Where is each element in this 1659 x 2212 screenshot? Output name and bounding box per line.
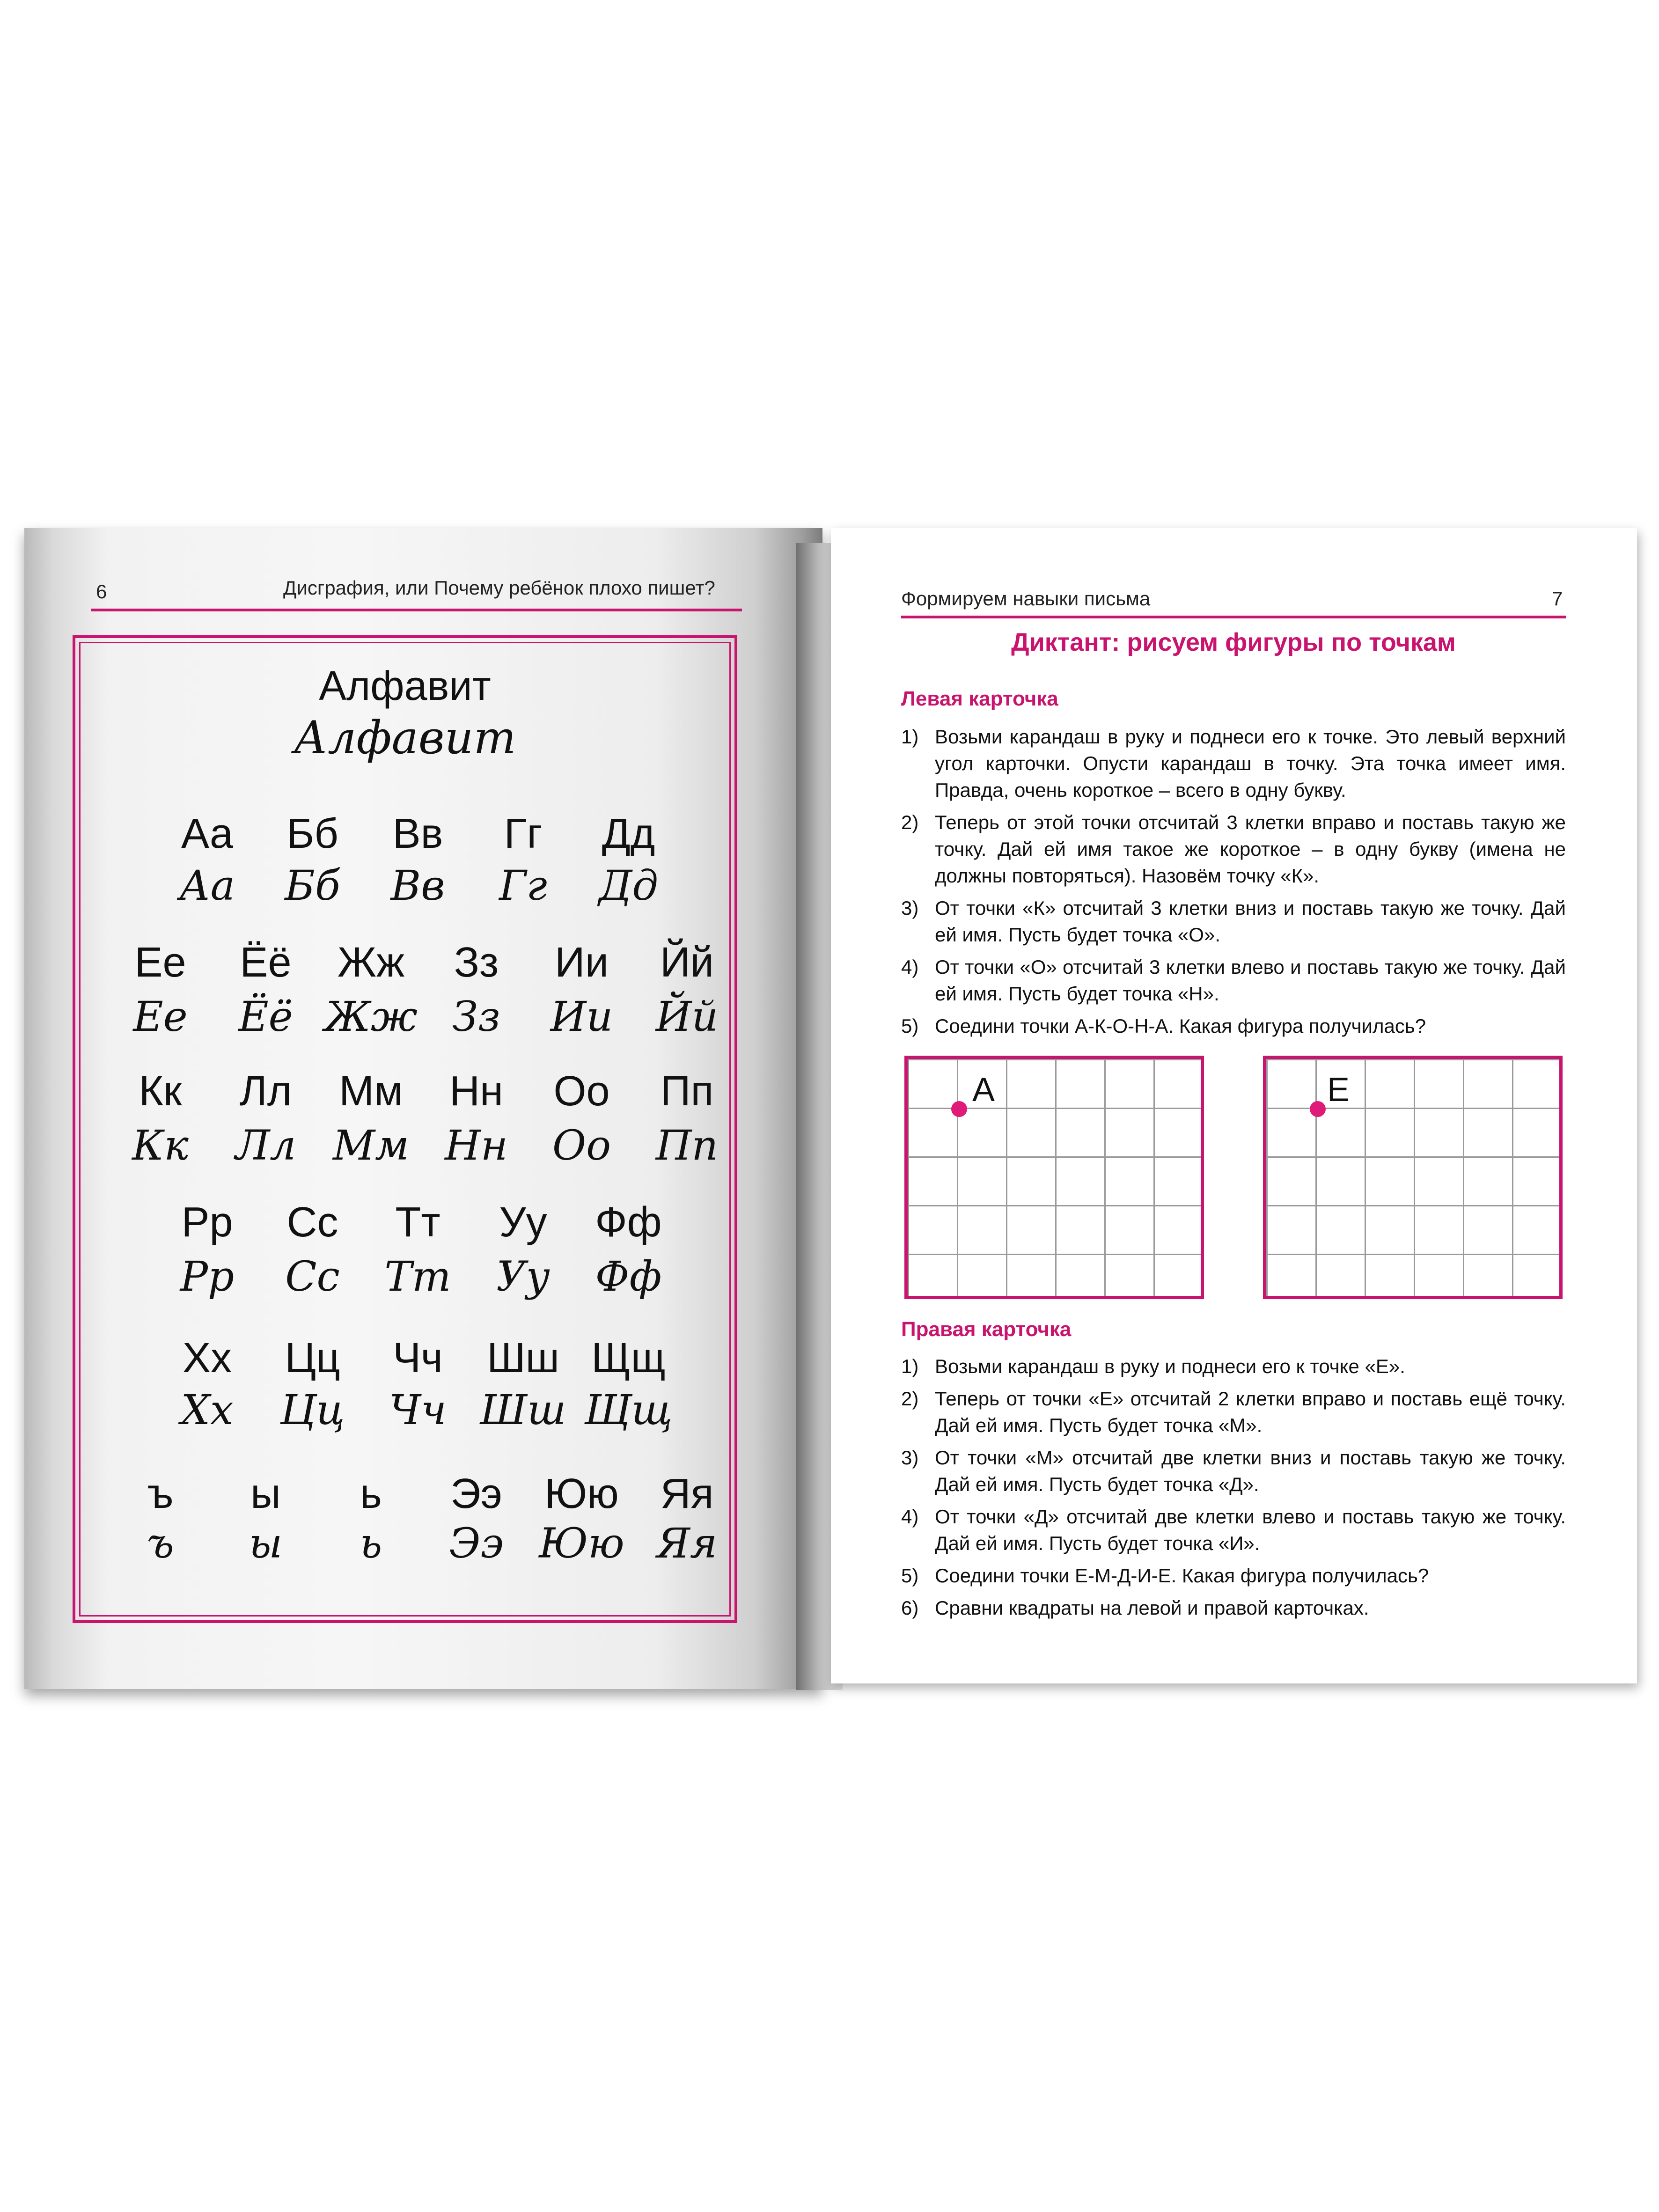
point-dot-e: [1310, 1101, 1326, 1117]
script-letter-pair: Рр: [180, 1252, 235, 1301]
print-letter-pair: Ии: [555, 939, 609, 986]
script-letter-pair: Яя: [656, 1519, 718, 1567]
script-letter-pair: Кк: [132, 1121, 189, 1169]
print-letter-pair: ы: [250, 1470, 281, 1517]
instruction-item: [901, 809, 1566, 889]
script-letter-pair: Нн: [445, 1121, 508, 1169]
print-letter-pair: Щщ: [591, 1335, 666, 1382]
print-letter-pair: Дд: [602, 810, 655, 857]
script-letter-pair: Зз: [452, 992, 500, 1041]
print-letter-pair: ь: [360, 1470, 382, 1517]
instruction-number: 1): [901, 1355, 919, 1377]
print-letter-pair: Ёё: [240, 939, 292, 986]
instruction-item: [901, 895, 1566, 948]
instruction-text: Возьми карандаш в руку и поднеси его к точке «Е».: [935, 1355, 1405, 1377]
script-letter-pair: Фф: [595, 1252, 662, 1301]
script-letter-pair: Вв: [390, 861, 445, 910]
script-letter-row: [154, 1386, 681, 1434]
instruction-number: 3): [901, 1447, 919, 1469]
script-letter-row: [108, 1121, 740, 1169]
print-letter-pair: Оо: [553, 1068, 610, 1115]
script-letter-pair: Ёё: [238, 992, 293, 1041]
instruction-number: 4): [901, 1506, 919, 1528]
instruction-item: [901, 1013, 1566, 1039]
print-letter-row: [154, 1334, 681, 1382]
script-letter-pair: ь: [360, 1519, 382, 1567]
script-letter-row: [154, 861, 681, 910]
print-letter-pair: Хх: [182, 1335, 232, 1382]
left-card-grid: [904, 1056, 1204, 1299]
instruction-number: 5): [901, 1565, 919, 1587]
instruction-text: Теперь от точки «Е» отсчитай 2 клетки вправо и поставь ещё точку. Дай ей имя. Пусть будет точка «М».: [935, 1388, 1566, 1436]
right-header-rule: [901, 616, 1566, 618]
script-letter-pair: Жж: [324, 992, 418, 1041]
print-letter-pair: ъ: [147, 1470, 174, 1517]
print-letter-pair: Ее: [134, 939, 186, 986]
print-letter-pair: Зз: [454, 939, 499, 986]
left-header-title: Дисграфия, или Почему ребёнок плохо пишет?: [283, 577, 715, 599]
script-letter-row: [108, 992, 740, 1041]
left-header-rule: [91, 609, 742, 611]
print-letter-pair: Сс: [286, 1199, 338, 1246]
instruction-text: От точки «К» отсчитай 3 клетки вниз и поставь такую же точку. Дай ей имя. Пусть будет точка «О».: [935, 897, 1566, 946]
instruction-item: [901, 1353, 1566, 1380]
script-letter-pair: Гг: [499, 861, 547, 910]
print-letter-pair: Бб: [286, 810, 338, 857]
print-letter-pair: Лл: [239, 1068, 292, 1115]
alphabet-script-title: Алфавит: [294, 712, 516, 764]
right-card-heading: Правая карточка: [901, 1318, 1072, 1341]
script-letter-pair: Сс: [285, 1252, 340, 1301]
script-letter-pair: Пп: [655, 1121, 719, 1169]
instruction-text: От точки «Д» отсчитай две клетки влево и поставь такую же точку. Дай ей имя. Пусть будет точка «И».: [935, 1506, 1566, 1554]
instruction-number: 4): [901, 956, 919, 978]
print-letter-row: [108, 1470, 740, 1518]
script-letter-pair: Тт: [384, 1252, 451, 1301]
print-letter-pair: Фф: [595, 1199, 662, 1246]
script-letter-pair: Оо: [552, 1121, 611, 1169]
script-letter-pair: Бб: [285, 861, 340, 910]
script-letter-pair: Цц: [280, 1386, 345, 1434]
instruction-text: Соедини точки Е-М-Д-И-Е. Какая фигура получилась?: [935, 1565, 1429, 1587]
print-letter-pair: Аа: [181, 810, 234, 857]
point-dot-a: [951, 1101, 967, 1117]
script-letter-pair: Лл: [235, 1121, 296, 1169]
instruction-number: 6): [901, 1597, 919, 1619]
print-letter-pair: Йй: [660, 939, 714, 986]
dictation-title: Диктант: рисуем фигуры по точкам: [1011, 628, 1456, 656]
right-card-instructions: [901, 1353, 1566, 1627]
instruction-item: [901, 1562, 1566, 1589]
left-card-heading: Левая карточка: [901, 687, 1058, 710]
instruction-item: [901, 723, 1566, 803]
instruction-text: Возьми карандаш в руку и поднеси его к точке. Это левый верхний угол карточки. Опусти карандаш в точку. Эта точка имеет имя. Правда, очень короткое – всего в одну букву.: [935, 726, 1566, 801]
print-letter-pair: Нн: [449, 1068, 503, 1115]
print-letter-pair: Вв: [392, 810, 443, 857]
script-letter-pair: Мм: [332, 1121, 410, 1169]
print-letter-row: [108, 1067, 740, 1116]
print-letter-pair: Кк: [139, 1068, 182, 1115]
instruction-number: 2): [901, 811, 919, 833]
script-letter-pair: Чч: [389, 1386, 447, 1434]
instruction-item: [901, 1385, 1566, 1439]
print-letter-pair: Чч: [393, 1335, 443, 1382]
script-letter-pair: Юю: [539, 1519, 624, 1567]
script-letter-pair: ъ: [147, 1519, 174, 1567]
print-letter-pair: Пп: [660, 1068, 714, 1115]
instruction-item: [901, 1503, 1566, 1557]
instruction-item: [901, 1444, 1566, 1498]
left-card-instructions: [901, 723, 1566, 1045]
instruction-number: 1): [901, 726, 919, 748]
print-letter-pair: Тт: [395, 1199, 440, 1246]
right-page-number: 7: [1552, 588, 1563, 610]
instruction-text: От точки «М» отсчитай две клетки вниз и поставь такую же точку. Дай ей имя. Пусть будет точка «Д».: [935, 1447, 1566, 1495]
script-letter-pair: Дд: [598, 861, 659, 910]
print-letter-pair: Яя: [660, 1470, 714, 1517]
instruction-number: 3): [901, 897, 919, 919]
alphabet-title: Алфавит: [319, 662, 491, 709]
print-letter-row: [154, 810, 681, 858]
instruction-number: 2): [901, 1388, 919, 1410]
print-letter-pair: Ээ: [450, 1470, 502, 1517]
script-letter-pair: Ээ: [449, 1519, 504, 1567]
script-letter-pair: Уу: [496, 1252, 550, 1301]
instruction-text: Теперь от этой точки отсчитай 3 клетки вправо и поставь такую же точку. Дай ей имя такое же короткое – в одну букву (имена не должны повторяться). Назовём точку «К».: [935, 811, 1566, 887]
instruction-text: Соедини точки А-К-О-Н-А. Какая фигура получилась?: [935, 1015, 1426, 1037]
right-card-grid: [1263, 1056, 1563, 1299]
script-letter-pair: Ии: [550, 992, 613, 1041]
script-letter-row: [108, 1519, 740, 1567]
script-letter-pair: Аа: [179, 861, 235, 910]
script-letter-pair: Хх: [181, 1386, 234, 1434]
instruction-number: 5): [901, 1015, 919, 1037]
instruction-item: [901, 1595, 1566, 1621]
script-letter-pair: Шш: [480, 1386, 566, 1434]
grid-letter-a: А: [972, 1071, 995, 1109]
print-letter-pair: Юю: [544, 1470, 619, 1517]
print-letter-row: [154, 1198, 681, 1247]
script-letter-pair: ы: [249, 1519, 283, 1567]
script-letter-pair: Йй: [655, 992, 719, 1041]
print-letter-pair: Цц: [285, 1335, 340, 1382]
print-letter-pair: Рр: [181, 1199, 233, 1246]
instruction-text: От точки «О» отсчитай 3 клетки влево и поставь такую же точку. Дай ей имя. Пусть будет точка «Н».: [935, 956, 1566, 1005]
grid-letter-e: Е: [1327, 1071, 1350, 1109]
left-page-number: 6: [96, 581, 107, 603]
print-letter-pair: Уу: [499, 1199, 547, 1246]
print-letter-row: [108, 939, 740, 987]
print-letter-pair: Шш: [487, 1335, 559, 1382]
print-letter-pair: Мм: [339, 1068, 403, 1115]
script-letter-row: [154, 1252, 681, 1301]
script-letter-pair: Щщ: [584, 1386, 673, 1434]
right-header-title: Формируем навыки письма: [901, 588, 1151, 610]
instruction-item: [901, 954, 1566, 1007]
print-letter-pair: Гг: [504, 810, 543, 857]
print-letter-pair: Жж: [337, 939, 405, 986]
script-letter-pair: Ее: [133, 992, 188, 1041]
instruction-text: Сравни квадраты на левой и правой карточках.: [935, 1597, 1369, 1619]
